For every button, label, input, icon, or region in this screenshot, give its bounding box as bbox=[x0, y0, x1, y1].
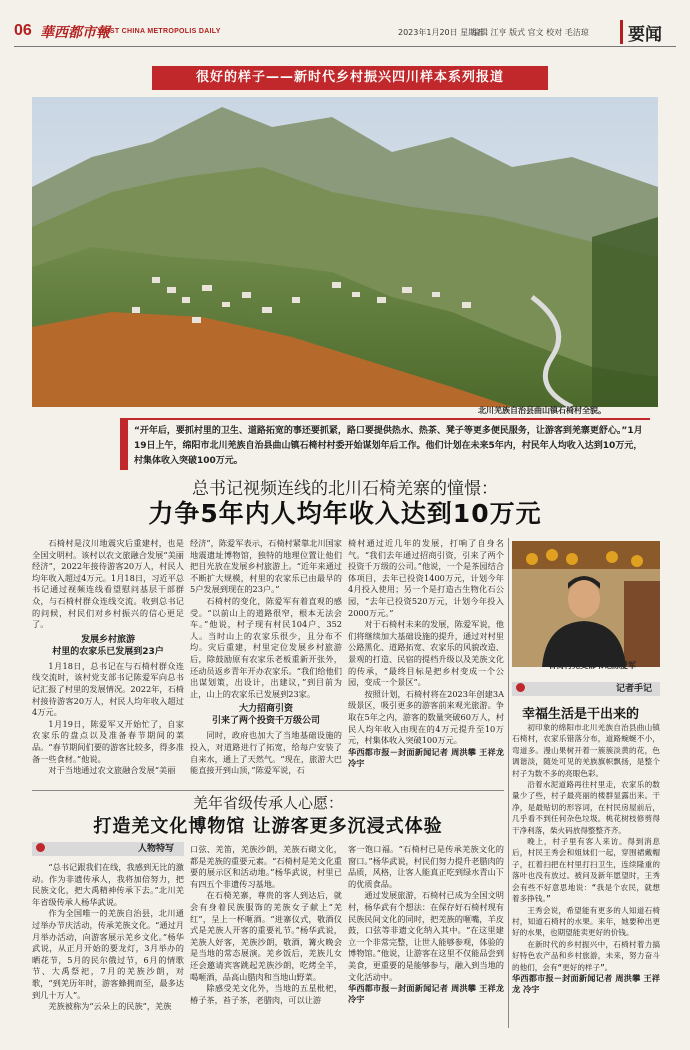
column-rule bbox=[508, 538, 509, 1028]
page-header bbox=[0, 0, 690, 48]
notes-title: 幸福生活是干出来的 bbox=[522, 707, 640, 722]
section-label: 要闻 bbox=[620, 20, 672, 44]
paragraph: 作为全国唯一的羌族自治县，北川通过举办节庆活动，传承羌族文化。“通过月月举办活动，向游客展示羌乡文化。”杨华武说，从正月开始的要龙灯，3月举办的晒花节，5月的民尔俄过节，6月的情歌节、大禹祭祀，7月的羌族沙朗，对歌，“到羌历年时，游客蜂拥而至，最多达到几十万人”。 bbox=[32, 908, 184, 1000]
paragraph: 沿着水泥道路再往村里走，农家乐的数量少了些，村子最亮丽的楼群显露出来。干净，是最贴切的形容词，在村民房屋前后，几乎看不到任何杂色垃圾。桃花树枝修剪得干净利落，柴火码放得整整齐齐。 bbox=[512, 780, 660, 835]
article1-column-2 bbox=[190, 538, 342, 777]
newspaper-logo-en: WEST CHINA METROPOLIS DAILY bbox=[98, 28, 221, 35]
series-banner: 很好的样子——新时代乡村振兴四川样本系列报道 bbox=[152, 66, 548, 90]
main-headline: 力争5年内人均年收入达到10万元 bbox=[148, 499, 542, 528]
header-rule bbox=[14, 46, 676, 47]
feature-tag bbox=[32, 842, 184, 856]
main-subheadline: 总书记视频连线的北川石椅羌寨的憧憬： bbox=[192, 479, 498, 499]
feature-tag-label: 人物特写 bbox=[137, 844, 174, 854]
village-panorama-photo bbox=[32, 97, 658, 407]
paragraph: 按照计划，石椅村将在2023年创建3A级景区，吸引更多的游客前来观光旅游。争取在5年之内，游客的数量突破60万人，村民人均年收入由现在的4万元提升至10万元，村集体收入突破100万元。 bbox=[348, 688, 504, 746]
portrait-photo bbox=[512, 541, 660, 667]
intro-lead: “开年后，要抓村里的卫生、道路拓宽的事还要抓紧，路口要提供热水、热茶、凳子等更多便民服务，让游客到羌寨更舒心。”1月19日上午，绵阳市北川羌族自治县曲山镇石椅村村委开始谋划年后工作。他们计划在未来5年内，村民年人均收入达到10万元，村集体收入突破100万元。 bbox=[120, 418, 650, 470]
paragraph: 羌族被称为“云朵上的民族”，羌族 bbox=[48, 1001, 172, 1012]
paragraph: 在石椅羌寨，尊贵的客人到达后，就会有身着民族服饰的羌族女子献上“羌红”，呈上一杯咂酒。“进寨仪式，敬酒仪式是羌族人开客的重要礼节。”杨华武说，羌族人好客，羌族沙朗，敬酒，篝火晚会是当地的常态展演。羌乡饭后，羌族儿女还会邀请宾客跳起羌族沙朗，吃烤全羊，喝咂酒，品高山腊肉和当地山野菜。 bbox=[190, 890, 342, 982]
paragraph: 椅村通过近几年的发展，打响了自身名气。“我们去年通过招商引资，引来了两个投资千万级的公司。”他说，一个是茶园结合体项目，去年已投资1400万元，计划今年4月投入使用；另一个是打造古生物化石公园，“去年已投资520万元，计划今年投入2000万元。” bbox=[348, 538, 504, 618]
issue-date: 2023年1月20日 星期五 bbox=[398, 28, 485, 37]
paragraph: 晚上，村子里有客人来访。得到消息后，村民王秀会和姐妹们一起，穿围裙戴帽子，扛着扫把在村里打扫卫生，连续隆重的落叶也没有放过。被问及新年愿望时，王秀会有些不好意思地说：“我是个农民，就想着多挣钱。” bbox=[512, 837, 660, 904]
bullet-icon bbox=[36, 843, 45, 852]
paragraph: 石椅村的变化，陈爱军有着直观的感受。“以前山上的道路很窄，根本无法会车。”他说，村子现有村民104户、352人。当时山上的农家乐很少，且分布不均。灾后重建，村里定位发展乡村旅游后，除鼓励原有农家乐老板重新开张外，还动员返乡青年开办农家乐。“我们给他们出谋划策，出设计，出建议，”到目前为止，山上的农家乐已发展到23家。 bbox=[190, 595, 342, 699]
article2-column-2 bbox=[190, 844, 342, 1006]
paragraph: 石椅村是汶川地震灾后重建村，也是全国文明村。该村以农文旅融合发展“美丽经济”，2022年接待游客20万人，村民人均年收入超过4万元。1月18日，习近平总书记通过视频连线看望慰问基层干部群众，与石椅村群众连线交流。收到总书记的问候，村民们对乡村振兴的信心更足了。 bbox=[32, 538, 184, 630]
paragraph: 除感受羌文化外，当地的五星枇杷，椿子茶，苔子茶，老腊肉，可以让游 bbox=[190, 983, 342, 1005]
paragraph: 口弦、羌笛，羌族沙朗，羌族石砌文化，都是羌族的重要元素。“石椅村是羌文化重要的展示区和活动地。”杨华武说，村里已有四五个非遗传习基地。 bbox=[190, 844, 342, 889]
paragraph: 经济”，陈爱军表示，石椅村紧靠北川国家地震遗址博物馆，独特的地理位置让他们把目光放在发展乡村旅游上。“近年来通过不断扩大规模，村里的农家乐已由最早的5户发展到现在的23户。” bbox=[190, 538, 342, 595]
paragraph: 对于当地通过农文旅融合发展“美丽 bbox=[48, 765, 176, 776]
byline: 华西都市报－封面新闻记者 周洪攀 王祥龙 冷宇 bbox=[348, 746, 504, 768]
paragraph: 初印象的绵阳市北川羌族自治县曲山镇石椅村，农家乐错落分布，道路蜿蜒不小，弯道多。漫山果树开着一簇簇淡黄的花，色调谐淡，随处可见的羌族旗帜飘扬，是整个村子为数不多的亮眼色彩。 bbox=[512, 723, 660, 778]
notes-body bbox=[512, 722, 660, 995]
section-rule bbox=[32, 790, 504, 791]
paragraph: 同时，政府也加大了当地基础设施的投入，对道路进行了拓宽，给每户安装了自来水，通上了天然气。“现在，旅游大巴能直接开到山顶，”陈爱军说，石 bbox=[190, 730, 342, 776]
portrait-caption: 石椅村党支部书记陈爱军 bbox=[548, 661, 636, 670]
section-heading: 发展乡村旅游 村里的农家乐已发展到23户 bbox=[52, 634, 164, 657]
bullet-icon bbox=[516, 683, 525, 692]
editors-credit: 编辑 江亨 版式 官文 校对 毛洁琼 bbox=[472, 28, 589, 37]
paragraph: 1月18日，总书记在与石椅村群众连线交流时，该村党支部书记陈爱军向总书记汇报了村里的发展情况。2022年，石椅村接待游客20万人，村民人均年收入超过4万元。 bbox=[32, 660, 184, 718]
byline: 华西都市报－封面新闻记者 周洪攀 王祥龙 冷宇 bbox=[512, 972, 660, 994]
article2-column-1 bbox=[32, 862, 184, 1013]
byline: 华西都市报－封面新闻记者 周洪攀 王祥龙 冷宇 bbox=[348, 983, 504, 1005]
paragraph: “总书记跟我们在线，我感到无比的激动。作为非遗传承人，我将加倍努力，把民族文化，把大禹精神传承下去。”北川羌年省级传承人杨华武说。 bbox=[32, 862, 184, 907]
notes-tag-label: 记者手记 bbox=[615, 684, 652, 694]
paragraph: 在新时代的乡村振兴中，石椅村着力搞好特色农产品和乡村旅游，未来，努力奋斗的他们，会有“更好的样子”。 bbox=[512, 939, 660, 972]
paragraph: 对于石椅村未来的发展，陈爱军说，他们将继续加大基础设施的提升，通过对村里公路黑化、道路拓宽、农家乐的风貌改造、景观的打造、民宿的提档升级以及羌族文化的传承，“最终目标是把乡村变成一个公园，变成一个景区”。 bbox=[348, 619, 504, 688]
paragraph: 客一饱口福。“石椅村已是传承羌族文化的窗口。”杨华武说，村民们努力提升老腊肉的品质，风格，让客人能真正吃到绿水青山下的优质食品。 bbox=[348, 844, 504, 889]
newspaper-logo: 華西都市報 bbox=[40, 25, 110, 41]
section-heading: 大力招商引资 引来了两个投资千万级公司 bbox=[211, 704, 320, 727]
article1-column-3 bbox=[348, 538, 504, 769]
article2-headline: 打造羌文化博物馆 让游客更多沉浸式体验 bbox=[93, 816, 443, 837]
photo-caption: 北川羌族自治县曲山镇石椅村全貌。 bbox=[478, 406, 606, 415]
paragraph: 通过发展旅游，石椅村已成为全国文明村，杨华武有个想法：在保存好石椅村现有民族民间文化的同时，把羌族的咂嘴，羊皮鼓，口弦等非遗文化纳入其中。“在这里建立一个非常完整，让世人能够参观，体验的博物馆。”他说，让游客在这里不仅能品尝到美食，更重要的是能够参与，融入到当地的文化活动中。 bbox=[348, 890, 504, 982]
article2-column-3 bbox=[348, 844, 504, 1005]
page-number: 06 bbox=[14, 22, 32, 39]
article1-column-1 bbox=[32, 538, 184, 777]
paragraph: 1月19日，陈爱军又开始忙了，自家农家乐的盘点以及准备春节期间的菜品。“春节期间们要的游客比较多，得多准备一些食材。”他说。 bbox=[32, 718, 184, 764]
article2-subheadline: 羌年省级传承人心愿： bbox=[192, 794, 343, 812]
paragraph: 王秀会说，希望能有更多的人知道石椅村，知道石椅村的水果。来年，她要种出更好的水果，也期望能卖更好的价钱。 bbox=[512, 905, 660, 938]
notes-tag bbox=[512, 682, 660, 696]
